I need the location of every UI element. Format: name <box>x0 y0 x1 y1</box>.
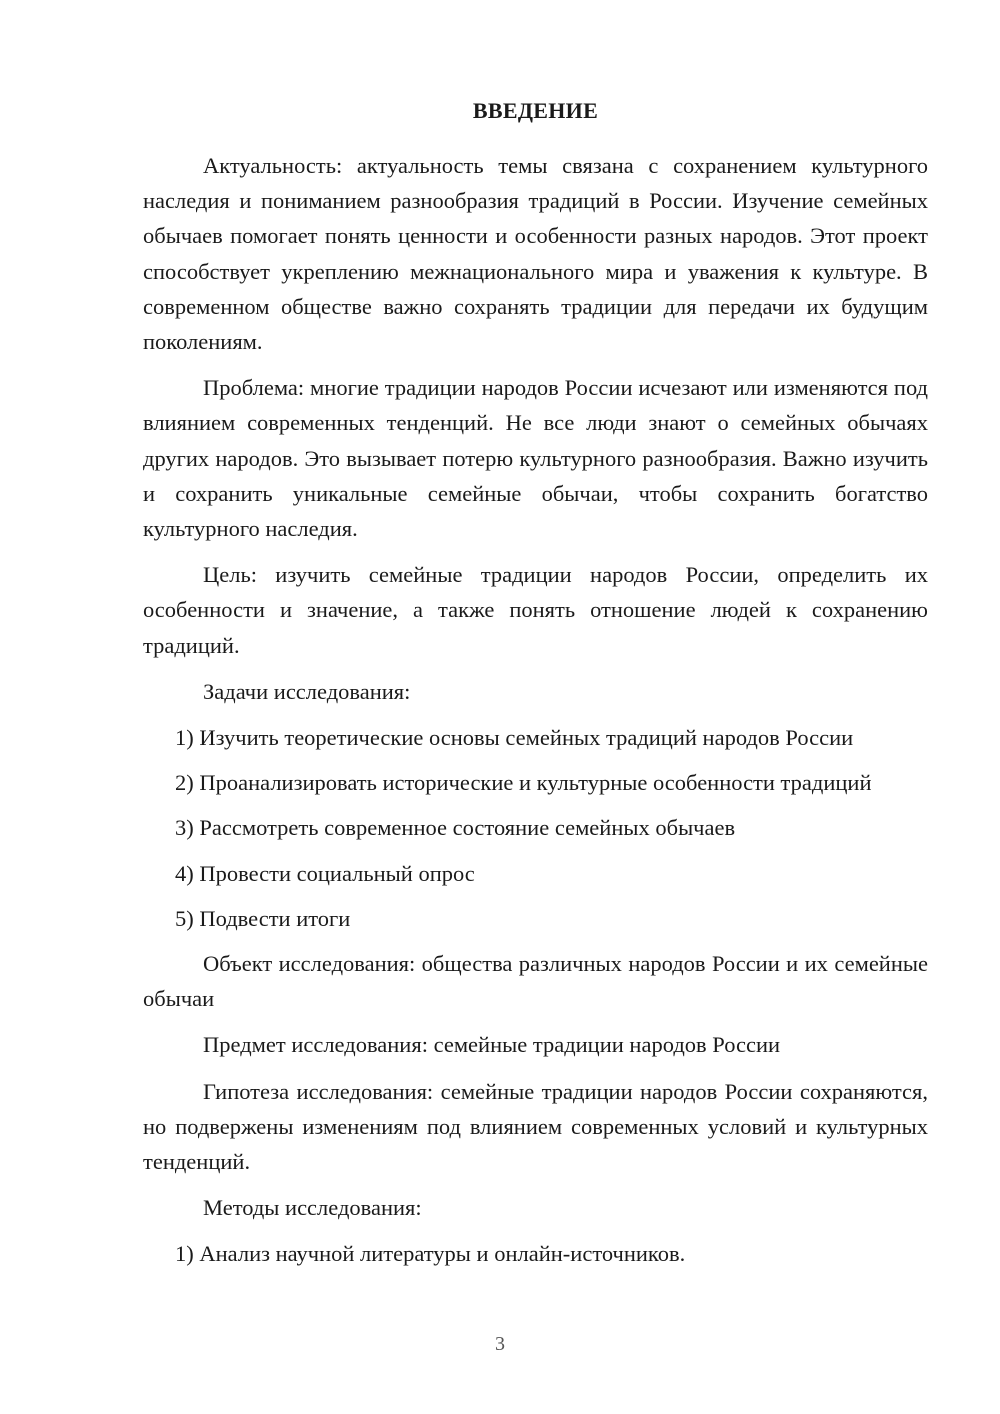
problem-paragraph: Проблема: многие традиции народов России исчезают или изменяются под влиянием современных тенденций. Не все люди знают о семейных обычаях других народов. Это вызывает потерю культурного разнообразия. Важно изучить и сохранить уникальные семейные обычаи, чтобы сохранить богатство культурного наследия. <box>143 375 928 542</box>
methods-heading: Методы исследования: <box>203 1195 422 1221</box>
task-item-4: 4) Провести социальный опрос <box>175 860 475 886</box>
task-item-5: 5) Подвести итоги <box>175 905 351 931</box>
tasks-heading: Задачи исследования: <box>203 678 411 704</box>
relevance-paragraph: Актуальность: актуальность темы связана с сохранением культурного наследия и пониманием разнообразия традиций в России. Изучение семейных обычаев помогает понять ценности и особенности разных народов. Этот проект способствует укреплению межнационального мира и уважения к культуре. В современном обществе важно сохранять традиции для передачи их будущим поколениям. <box>143 153 928 355</box>
task-item-1: 1) Изучить теоретические основы семейных традиций народов России <box>175 725 854 751</box>
hypothesis-paragraph: Гипотеза исследования: семейные традиции народов России сохраняются, но подвержены изменениям под влиянием современных условий и культурных тенденций. <box>143 1078 928 1175</box>
section-title: ВВЕДЕНИЕ <box>472 98 599 123</box>
subject-paragraph: Предмет исследования: семейные традиции народов России <box>203 1032 781 1058</box>
task-item-3: 3) Рассмотреть современное состояние семейных обычаев <box>175 815 736 841</box>
goal-paragraph: Цель: изучить семейные традиции народов России, определить их особенности и значение, а также понять отношение людей к сохранению традиций. <box>143 562 928 658</box>
document-page <box>143 96 928 1282</box>
method-item-1: 1) Анализ научной литературы и онлайн-источников. <box>175 1241 686 1267</box>
object-paragraph: Объект исследования: общества различных народов России и их семейные обычаи <box>143 951 928 1012</box>
task-item-2: 2) Проанализировать исторические и культурные особенности традиций <box>175 770 872 796</box>
page-number: 3 <box>495 1333 505 1355</box>
